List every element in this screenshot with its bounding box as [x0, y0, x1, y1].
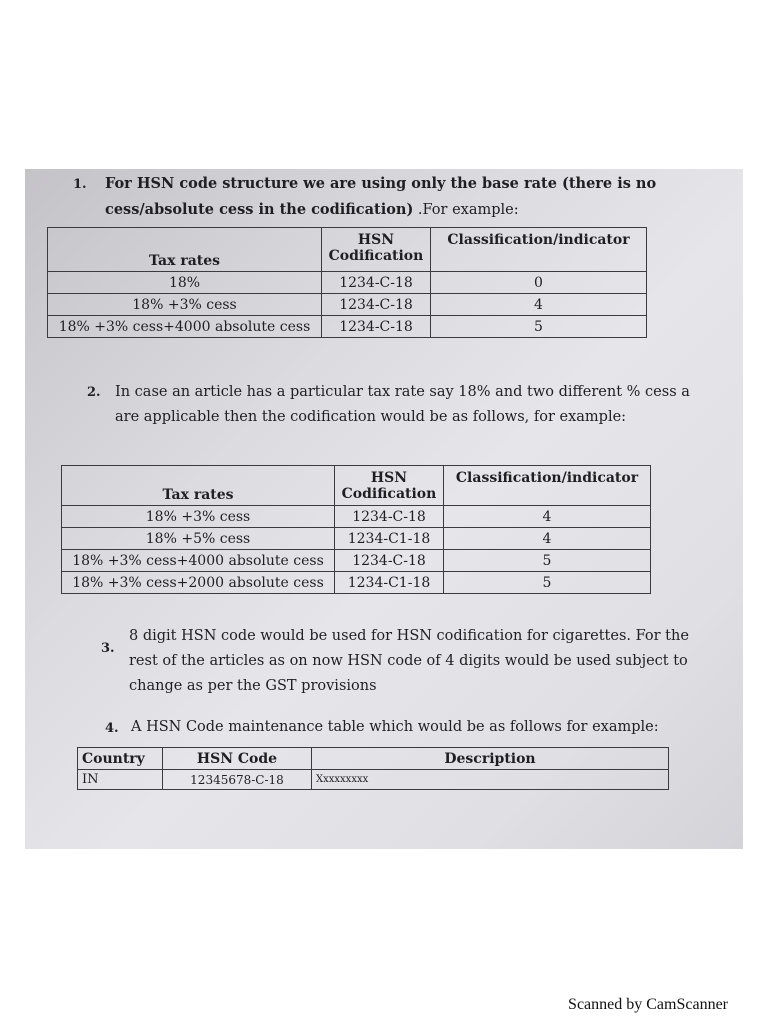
item-1-text: [105, 171, 690, 223]
cell-indicator: 0: [431, 272, 647, 294]
cell-description: Xxxxxxxxx: [312, 770, 669, 790]
header-hsn-codification: HSN Codification: [322, 228, 431, 272]
item-number-4: 4.: [105, 721, 119, 736]
table-row: [62, 572, 651, 594]
tax-rate-table-2: [61, 465, 651, 594]
header-description: Description: [312, 748, 669, 770]
hsn-maintenance-table: [77, 747, 669, 790]
cell-indicator: 5: [431, 316, 647, 338]
cell-hsn-code: 12345678-C-18: [163, 770, 312, 790]
cell-hsn: 1234-C1-18: [335, 528, 444, 550]
cell-hsn: 1234-C-18: [322, 272, 431, 294]
table-row: [48, 294, 647, 316]
item-1-rest-text: .For example:: [413, 202, 519, 218]
cell-tax-rate: 18% +3% cess+4000 absolute cess: [62, 550, 335, 572]
table-row: [62, 506, 651, 528]
header-tax-rates: Tax rates: [62, 466, 335, 506]
cell-country: IN: [78, 770, 163, 790]
cell-indicator: 5: [444, 572, 651, 594]
table-row: [78, 770, 669, 790]
cell-indicator: 5: [444, 550, 651, 572]
cell-tax-rate: 18% +3% cess: [62, 506, 335, 528]
cell-indicator: 4: [431, 294, 647, 316]
header-classification: Classification/indicator: [444, 466, 651, 506]
camscanner-watermark: Scanned by CamScanner: [568, 996, 728, 1013]
cell-indicator: 4: [444, 528, 651, 550]
item-4-text: A HSN Code maintenance table which would be as follows for example:: [131, 719, 659, 735]
item-number-3: 3.: [101, 641, 115, 656]
cell-tax-rate: 18% +5% cess: [62, 528, 335, 550]
table-row: [62, 528, 651, 550]
cell-hsn: 1234-C1-18: [335, 572, 444, 594]
header-country: Country: [78, 748, 163, 770]
header-hsn-code: HSN Code: [163, 748, 312, 770]
cell-tax-rate: 18% +3% cess+2000 absolute cess: [62, 572, 335, 594]
cell-hsn: 1234-C-18: [335, 550, 444, 572]
item-number-2: 2.: [87, 385, 101, 400]
cell-hsn: 1234-C-18: [322, 316, 431, 338]
cell-hsn: 1234-C-18: [335, 506, 444, 528]
cell-tax-rate: 18% +3% cess+4000 absolute cess: [48, 316, 322, 338]
cell-tax-rate: 18%: [48, 272, 322, 294]
table-row: [62, 550, 651, 572]
cell-indicator: 4: [444, 506, 651, 528]
header-hsn-codification: HSN Codification: [335, 466, 444, 506]
item-3-text: 8 digit HSN code would be used for HSN codification for cigarettes. For the rest of the articles as on now HSN code of 4 digits would be used subject to change as per the GST provisions: [129, 628, 689, 694]
item-number-1: 1.: [73, 177, 87, 192]
header-classification: Classification/indicator: [431, 228, 647, 272]
cell-hsn: 1234-C-18: [322, 294, 431, 316]
tax-rate-table-1: [47, 227, 647, 338]
item-2-text: In case an article has a particular tax rate say 18% and two different % cess a are applicable then the codification would be as follows, for example:: [115, 384, 690, 425]
scanned-photo: [25, 169, 743, 849]
table-row: [48, 272, 647, 294]
table-row: [48, 316, 647, 338]
header-tax-rates: Tax rates: [48, 228, 322, 272]
item-1-bold-text: For HSN code structure we are using only the base rate (there is no cess/absolute cess in the codification): [105, 175, 657, 218]
cell-tax-rate: 18% +3% cess: [48, 294, 322, 316]
